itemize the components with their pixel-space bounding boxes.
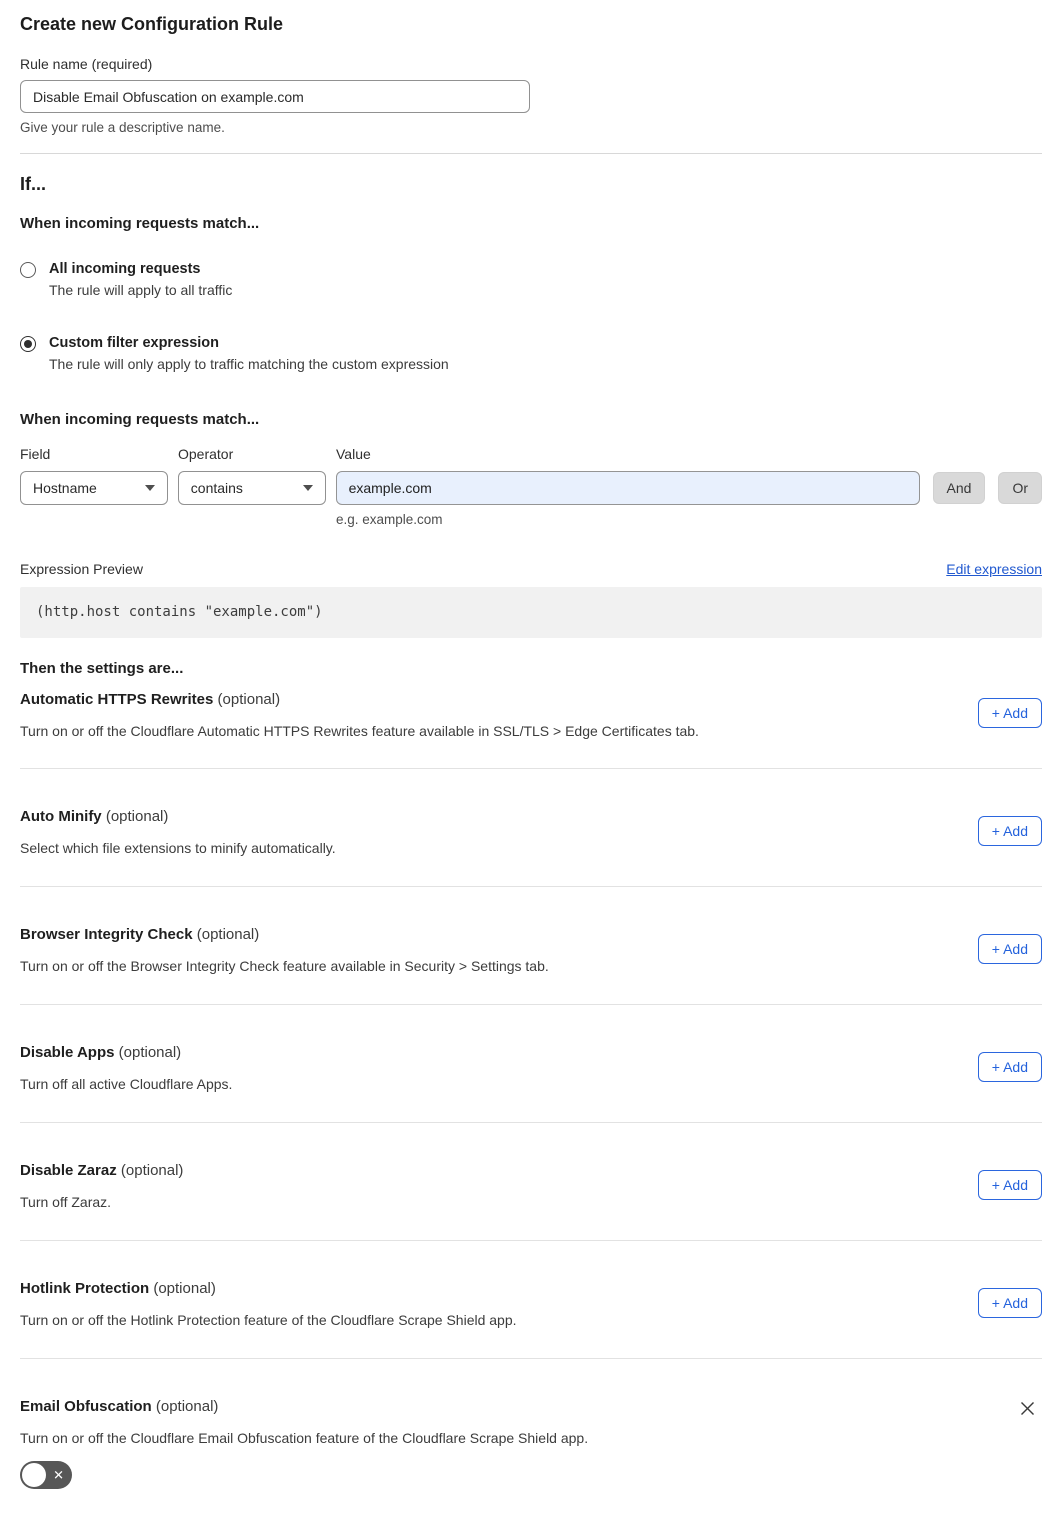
- setting-title: Email Obfuscation: [20, 1398, 152, 1415]
- setting-section-automatic-https-rewrites: [20, 678, 1042, 769]
- settings-heading: Then the settings are...: [20, 660, 184, 677]
- if-heading: If...: [20, 174, 46, 194]
- add-button[interactable]: + Add: [978, 698, 1042, 728]
- optional-label: (optional): [116, 1162, 184, 1179]
- add-button[interactable]: + Add: [978, 1052, 1042, 1082]
- toggle-off-icon: ✕: [53, 1467, 64, 1483]
- email-obfuscation-toggle[interactable]: [20, 1461, 72, 1489]
- optional-label: (optional): [192, 926, 260, 943]
- setting-section-hotlink-protection: [20, 1241, 1042, 1359]
- setting-description: Turn on or off the Hotlink Protection feature of the Cloudflare Scrape Shield app.: [20, 1312, 517, 1328]
- operator-select[interactable]: [178, 471, 326, 505]
- setting-section-email-obfuscation: [20, 1359, 1042, 1511]
- optional-label: (optional): [149, 1280, 216, 1297]
- value-label: Value: [336, 446, 371, 462]
- expression-preview-code: (http.host contains "example.com"): [20, 587, 1042, 638]
- radio-unchecked-icon[interactable]: [20, 262, 36, 278]
- chevron-down-icon: [145, 485, 155, 491]
- optional-label: (optional): [213, 691, 281, 708]
- match-heading: When incoming requests match...: [20, 215, 260, 232]
- setting-title: Browser Integrity Check: [20, 926, 193, 943]
- setting-description: Turn off all active Cloudflare Apps.: [20, 1076, 233, 1092]
- setting-section-auto-minify: [20, 769, 1042, 887]
- rule-name-input[interactable]: [20, 80, 530, 113]
- or-button[interactable]: Or: [998, 472, 1042, 504]
- setting-description: Select which file extensions to minify automatically.: [20, 840, 336, 856]
- operator-select-value: contains: [190, 480, 243, 496]
- page-title: Create new Configuration Rule: [20, 14, 284, 34]
- and-button[interactable]: And: [933, 472, 986, 504]
- operator-label: Operator: [178, 446, 234, 462]
- value-input[interactable]: [336, 471, 920, 505]
- optional-label: (optional): [151, 1398, 219, 1415]
- value-hint: e.g. example.com: [336, 512, 443, 527]
- setting-section-browser-integrity-check: [20, 887, 1042, 1005]
- setting-title: Hotlink Protection: [20, 1280, 150, 1297]
- setting-description: Turn on or off the Cloudflare Automatic HTTPS Rewrites feature available in SSL/TLS > Edge Certificates tab.: [20, 723, 699, 739]
- expression-builder-column-labels: [20, 446, 1042, 463]
- radio-option-description: The rule will apply to all traffic: [49, 282, 233, 298]
- field-select[interactable]: [20, 471, 168, 505]
- expression-preview-label: Expression Preview: [20, 561, 143, 577]
- setting-description: Turn on or off the Cloudflare Email Obfuscation feature of the Cloudflare Scrape Shield app.: [20, 1430, 589, 1446]
- radio-option-custom-filter-expression[interactable]: [20, 335, 1042, 373]
- setting-section-disable-apps: [20, 1005, 1042, 1123]
- rule-name-help: Give your rule a descriptive name.: [20, 120, 225, 135]
- section-divider: [20, 153, 1042, 154]
- toggle-knob: [22, 1463, 46, 1487]
- radio-option-description: The rule will only apply to traffic matching the custom expression: [49, 356, 449, 372]
- remove-setting-button[interactable]: [1018, 1399, 1036, 1417]
- radio-checked-icon[interactable]: [20, 336, 36, 352]
- setting-section-disable-zaraz: [20, 1123, 1042, 1241]
- add-button[interactable]: + Add: [978, 816, 1042, 846]
- radio-option-label: Custom filter expression: [49, 335, 220, 351]
- radio-option-label: All incoming requests: [49, 261, 201, 277]
- add-button[interactable]: + Add: [978, 1170, 1042, 1200]
- expression-preview-header: [20, 561, 1042, 578]
- setting-title: Auto Minify: [20, 808, 102, 825]
- field-select-value: Hostname: [33, 480, 97, 496]
- field-label: Field: [20, 446, 51, 462]
- chevron-down-icon: [303, 485, 313, 491]
- add-button[interactable]: + Add: [978, 934, 1042, 964]
- setting-description: Turn off Zaraz.: [20, 1194, 112, 1210]
- setting-title: Disable Apps: [20, 1044, 115, 1061]
- expression-builder-row: [20, 471, 1042, 505]
- optional-label: (optional): [101, 808, 169, 825]
- edit-expression-link[interactable]: Edit expression: [946, 561, 1042, 577]
- rule-name-label: Rule name (required): [20, 56, 153, 72]
- radio-option-all-incoming-requests[interactable]: [20, 261, 1042, 299]
- setting-title: Automatic HTTPS Rewrites: [20, 691, 214, 708]
- setting-title: Disable Zaraz: [20, 1162, 117, 1179]
- close-icon: [1020, 1401, 1035, 1416]
- optional-label: (optional): [114, 1044, 182, 1061]
- expression-builder-heading: When incoming requests match...: [20, 411, 260, 428]
- add-button[interactable]: + Add: [978, 1288, 1042, 1318]
- setting-description: Turn on or off the Browser Integrity Check feature available in Security > Settings tab.: [20, 958, 549, 974]
